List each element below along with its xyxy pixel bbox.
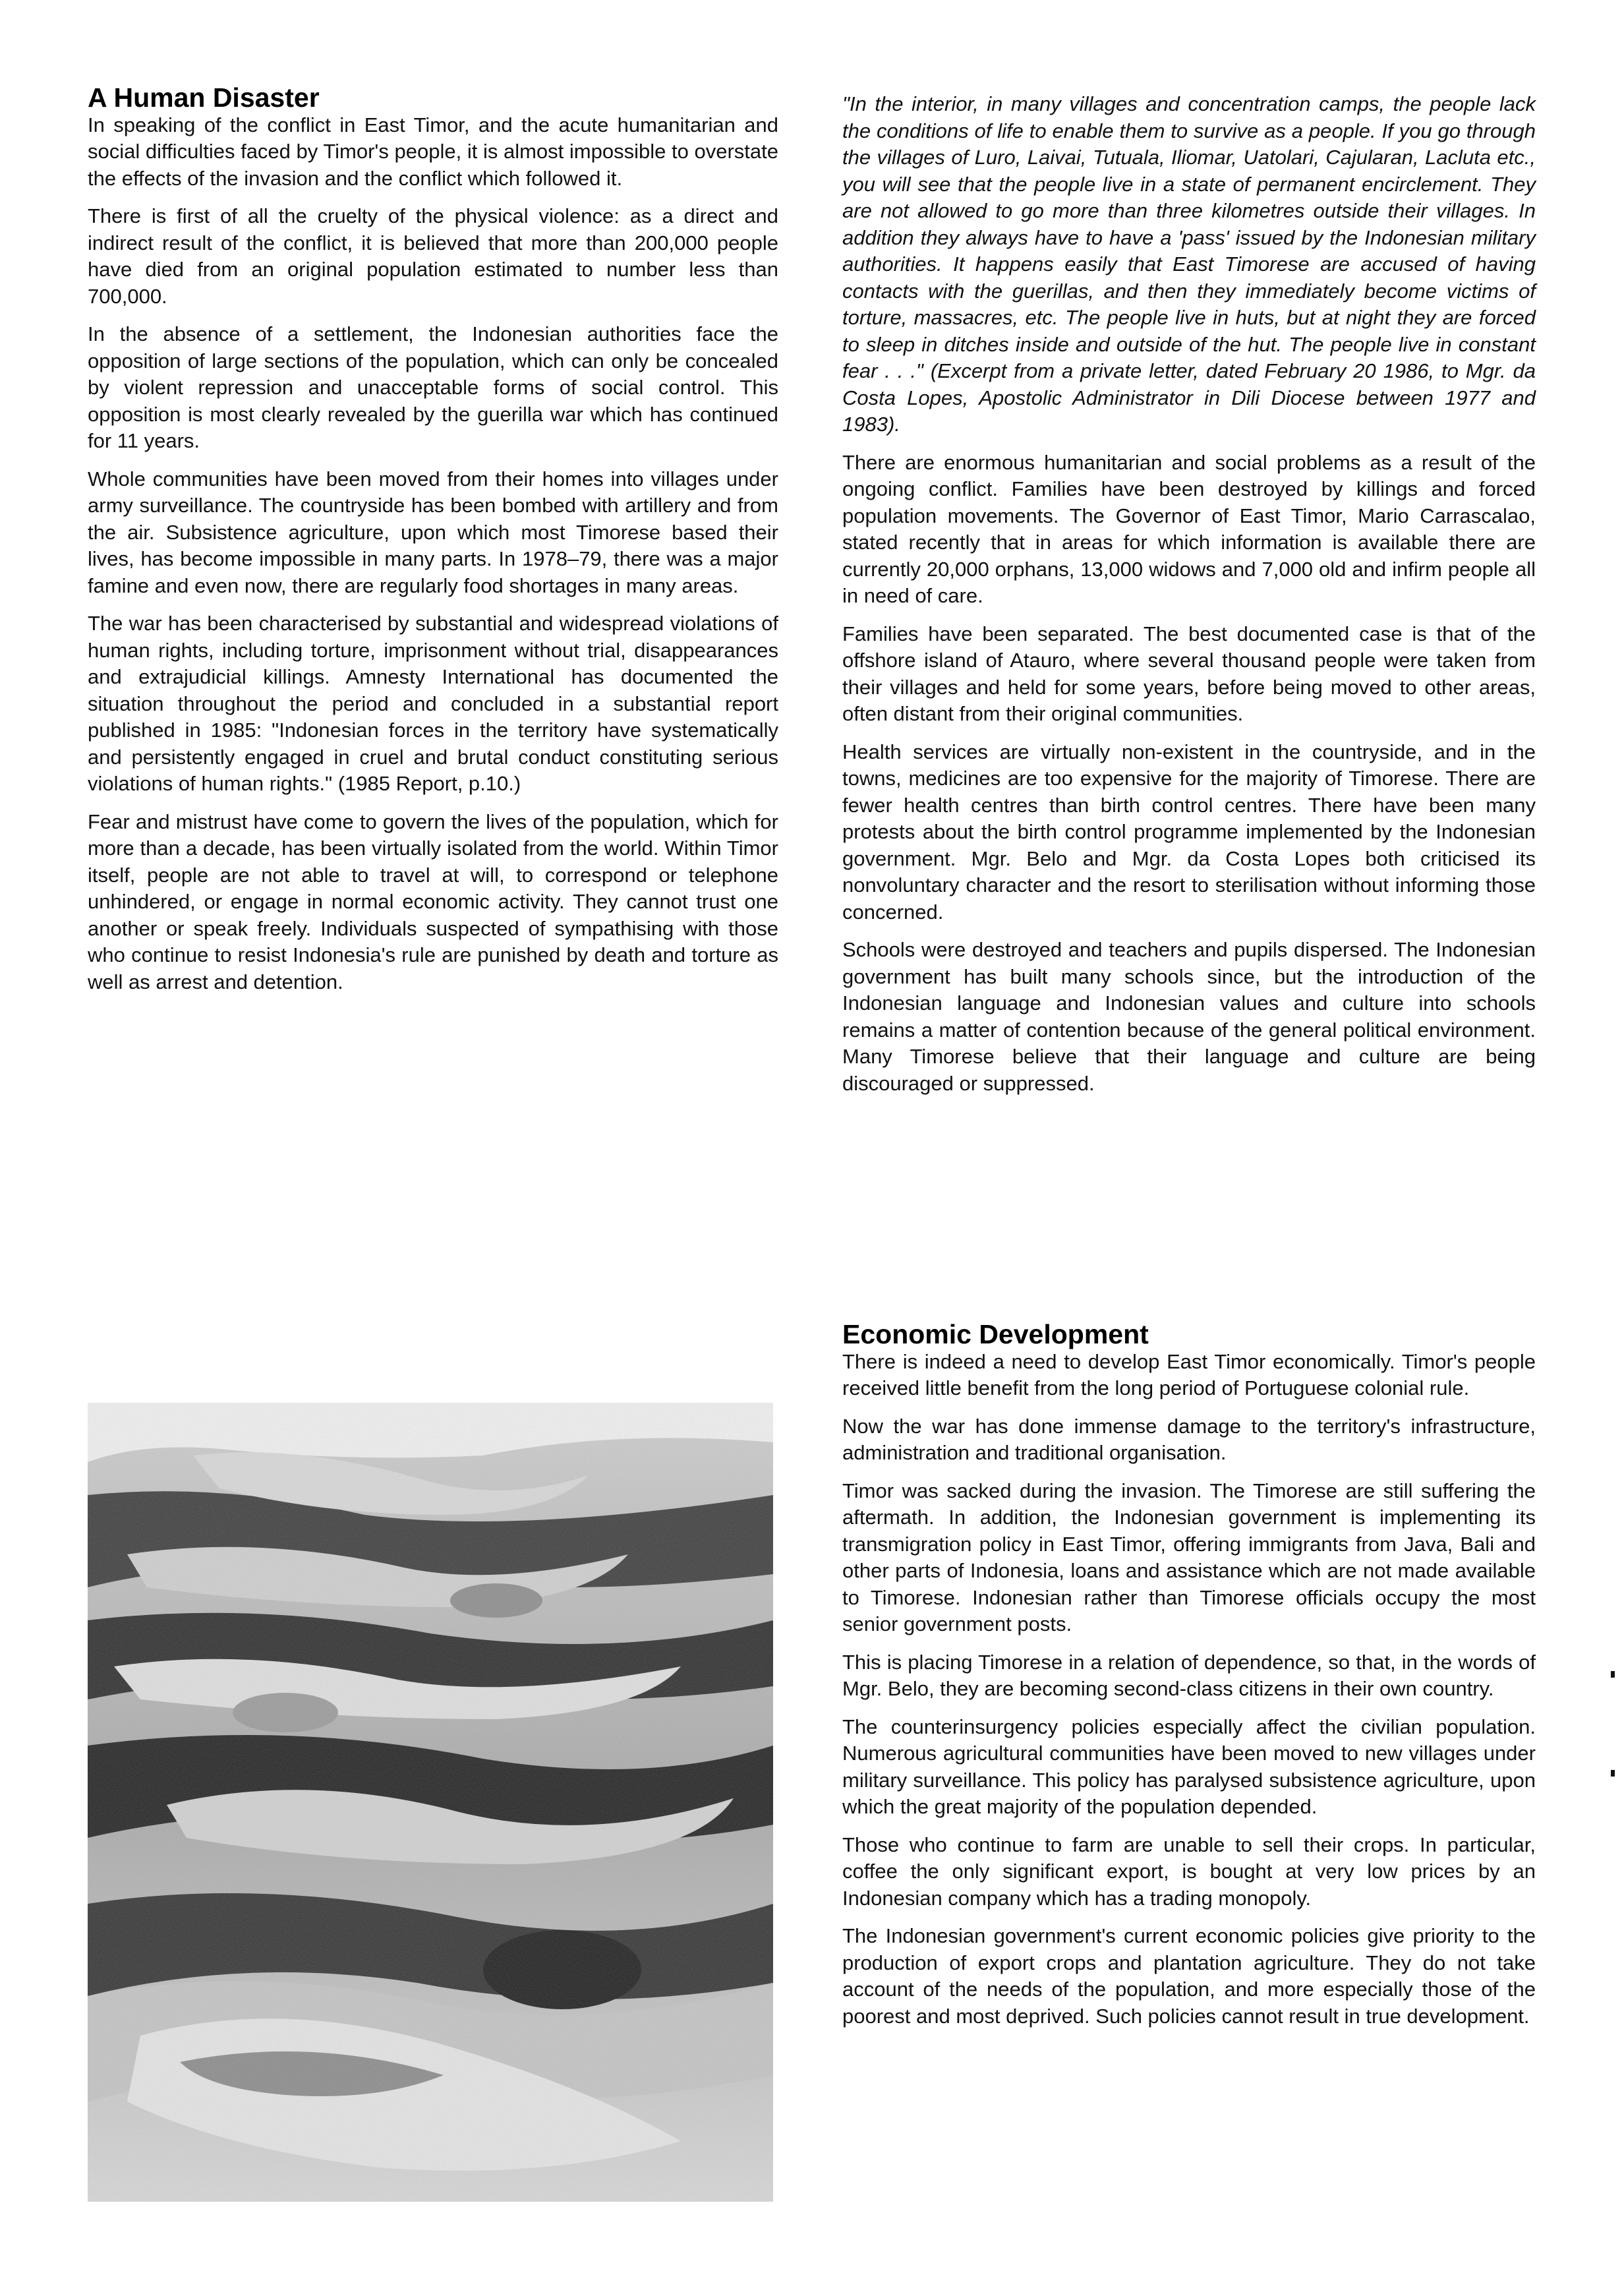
photo-icon [88,1403,773,2202]
paragraph: The Indonesian government's current economic policies give priority to the production of export crops and plantation agriculture. They do not take account of the needs of the population, and more especially those of the poorest and most deprived. Such policies cannot result in true development. [842,1924,1536,2028]
paragraph: There are enormous humanitarian and social problems as a result of the ongoing conflict. Families have been destroyed by killings and forced population movements. The Governor of East Timor, Mario Carrascalao, stated recently that in areas for which information is available there are currently 20,000 orphans, 13,000 widows and 7,000 old and infirm people all in need of care. [842,450,1536,607]
paragraph: Those who continue to farm are unable to sell their crops. In particular, coffee the only significant export, is bought at very low prices by an Indonesian company which has a trading monopoly. [842,1833,1536,1910]
paragraph: Now the war has done immense damage to the territory's infrastructure, administration and traditional organisation. [842,1414,1536,1465]
scan-mark [1611,1770,1615,1777]
paragraph: Schools were destroyed and teachers and pupils dispersed. The Indonesian government has built many schools since, but the introduction of the Indonesian language and Indonesian values and culture into schools remains a matter of contention because of the general political environment. Many Timorese believe that their language and culture are being discouraged or suppressed. [842,938,1536,1095]
scan-mark [1611,1671,1615,1678]
paragraph: Whole communities have been moved from their homes into villages under army surveillance. The countryside has been bombed with artillery and from the air. Subsistence agriculture, upon which most Timorese based their lives, has become impossible in many parts. In 1978–79, there was a major famine and even now, there are regularly food shortages in many areas. [88,467,778,597]
human-disaster-continued [842,91,1536,1108]
economic-development-section [842,1321,1536,2041]
paragraph: There is first of all the cruelty of the physical violence: as a direct and indirect result of the conflict, it is believed that more than 200,000 people have died from an original population estimated to number less than 700,000. [88,204,778,308]
paragraph: Families have been separated. The best documented case is that of the offshore island of Atauro, where several thousand people were taken from their villages and held for some years, before being moved to other areas, often distant from their original communities. [842,622,1536,725]
paragraph: There is indeed a need to develop East Timor economically. Timor's people received little benefit from the long period of Portuguese colonial rule. [842,1349,1536,1400]
letter-quote: "In the interior, in many villages and concentration camps, the people lack the conditions of life to enable them to survive as a people. If you go through the villages of Luro, Laivai, Tutuala, Iliomar, Uatolari, Cajularan, Lacluta etc., you will see that the people live in a state of permanent encirclement. They are not allowed to go more than three kilometres outside their villages. In addition they always have to have a 'pass' issued by the Indonesian military authorities. It happens easily that East Timorese are accused of having contacts with the guerillas, and then they immediately become victims of torture, massacres, etc. The people live in huts, but at night they are forced to sleep in ditches inside and outside of the hut. The people live in constant fear . . ." (Excerpt from a private letter, dated February 20 1986, to Mgr. da Costa Lopes, Apostolic Administrator in Dili Diocese between 1977 and 1983). [842,92,1536,436]
section-heading: A Human Disaster [88,82,320,113]
paragraph: In the absence of a settlement, the Indonesian authorities face the opposition of large sections of the population, which can only be concealed by violent repression and unacceptable forms of social control. This opposition is most clearly revealed by the guerilla war which has continued for 11 years. [88,322,778,453]
paragraph: Timor was sacked during the invasion. The Timorese are still suffering the aftermath. In addition, the Indonesian government is implementing its transmigration policy in East Timor, offering immigrants from Java, Bali and other parts of Indonesia, loans and assistance which are not made available to Timorese. Indonesian rather than Timorese officials occupy the most senior government posts. [842,1479,1536,1636]
section-heading: Economic Development [842,1319,1149,1349]
paragraph: This is placing Timorese in a relation of dependence, so that, in the words of Mgr. Belo, they are becoming second-class citizens in their own country. [842,1650,1536,1701]
human-disaster-section [88,84,778,1007]
paragraph: The war has been characterised by substantial and widespread violations of human rights, including torture, imprisonment without trial, disappearances and extrajudicial killings. Amnesty International has documented the situation throughout the period and concluded in a substantial report published in 1985: "Indonesian forces in the territory have systematically and persistently engaged in cruel and brutal conduct constituting serious violations of human rights." (1985 Report, p.10.) [88,612,778,796]
paragraph: Fear and mistrust have come to govern the lives of the population, which for more than a decade, has been virtually isolated from the world. Within Timor itself, people are not able to travel at will, to correspond or telephone unhindered, or engage in normal economic activity. They cannot trust one another or speak freely. Individuals suspected of sympathising with those who continue to resist Indonesia's rule are punished by death and torture as well as arrest and detention. [88,809,778,993]
paragraph: Health services are virtually non-existent in the countryside, and in the towns, medicines are too expensive for the majority of Timorese. There are fewer health centres than birth control centres. There have been many protests about the birth control programme implemented by the Indonesian government. Mgr. Belo and Mgr. da Costa Lopes both criticised its nonvoluntary character and the resort to sterilisation without informing those concerned. [842,740,1536,924]
paragraph: The counterinsurgency policies especially affect the civilian population. Numerous agricultural communities have been moved to new villages under military surveillance. This policy has paralysed subsistence agriculture, upon which the great majority of the population depended. [842,1715,1536,1819]
paragraph: In speaking of the conflict in East Timor, and the acute humanitarian and social difficulties faced by Timor's people, it is almost impossible to overstate the effects of the invasion and the conflict which followed it. [88,113,778,190]
